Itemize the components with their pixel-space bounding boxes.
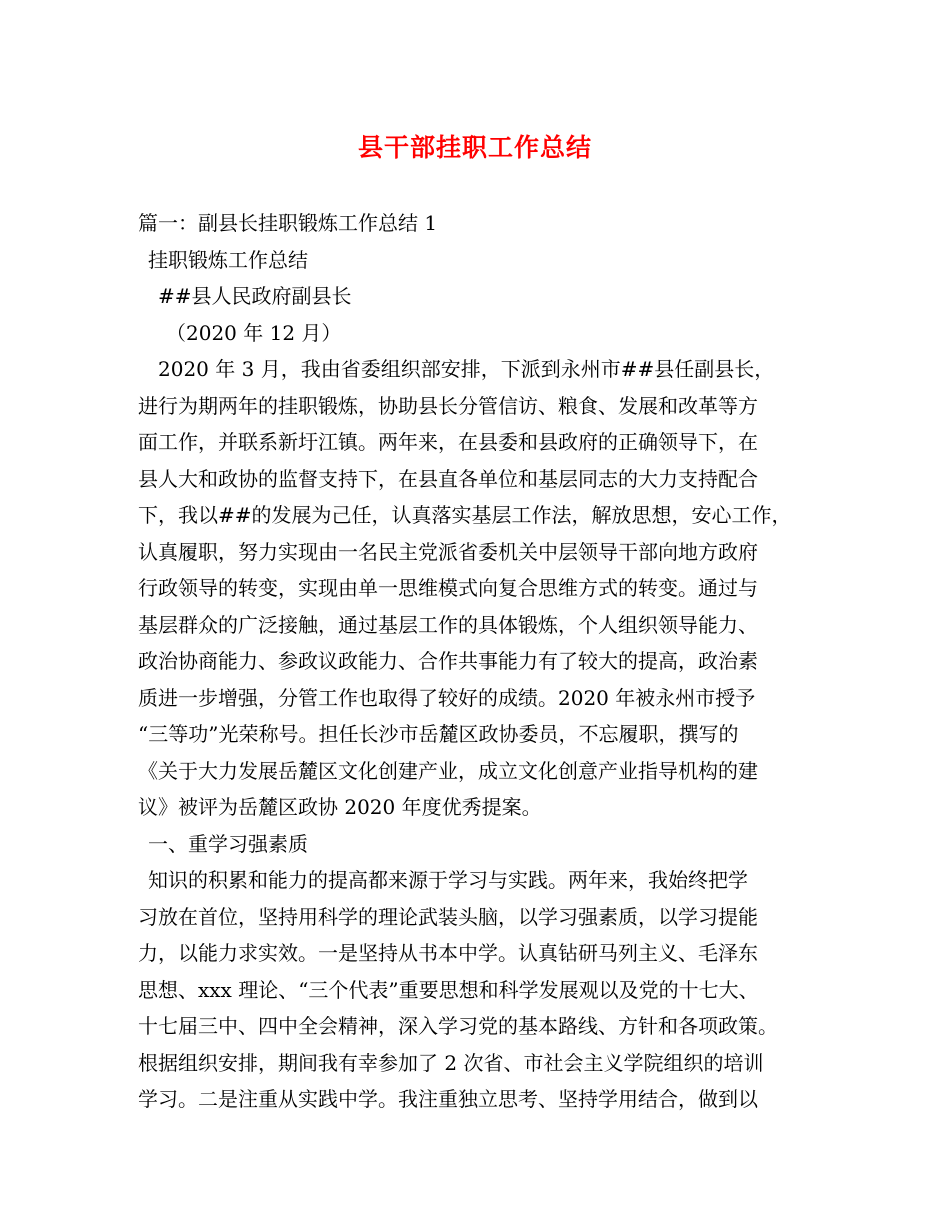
paragraph-line: 知识的积累和能力的提高都来源于学习与实践。两年来，我始终把学 — [148, 868, 748, 892]
paragraph-line: 政治协商能力、参政议政能力、合作共事能力有了较大的提高，政治素 — [138, 649, 758, 673]
paragraph-line: 下，我以##的发展为己任，认真落实基层工作法，解放思想，安心工作， — [138, 503, 792, 527]
paragraph-line: 十七届三中、四中全会精神，深入学习党的基本路线、方针和各项政策。 — [138, 1014, 778, 1038]
subtitle-line: 挂职锻炼工作总结 — [148, 247, 308, 272]
paragraph-line: 议》被评为岳麓区政协 2020 年度优秀提案。 — [138, 795, 542, 819]
paragraph-line: 认真履职，努力实现由一名民主党派省委机关中层领导干部向地方政府 — [138, 539, 758, 564]
paragraph-line: 行政领导的转变，实现由单一思维模式向复合思维方式的转变。通过与 — [138, 576, 758, 600]
paragraph-line: 基层群众的广泛接触，通过基层工作的具体锻炼，个人组织领导能力、 — [138, 612, 758, 637]
section-heading: 篇一：副县长挂职锻炼工作总结 1 — [138, 211, 438, 235]
paragraph-line: 县人大和政协的监督支持下，在县直各单位和基层同志的大力支持配合 — [138, 466, 758, 491]
document-title: 县干部挂职工作总结 — [357, 133, 592, 162]
paragraph-line: 2020 年 3 月，我由省委组织部安排，下派到永州市##县任副县长， — [158, 357, 775, 381]
paragraph-line: 质进一步增强，分管工作也取得了较好的成绩。2020 年被永州市授予 — [138, 685, 756, 710]
paragraph-line: 力，以能力求实效。一是坚持从书本中学。认真钻研马列主义、毛泽东 — [138, 941, 758, 965]
paragraph-line: “三等功”光荣称号。担任长沙市岳麓区政协委员，不忘履职，撰写的 — [138, 722, 739, 746]
document-body — [138, 205, 818, 1118]
date-line: （2020 年 12 月） — [166, 320, 342, 345]
paragraph-line: 面工作，并联系新圩江镇。两年来，在县委和县政府的正确领导下，在 — [138, 430, 758, 454]
section-heading: 一、重学习强素质 — [148, 831, 308, 856]
paragraph-line: 进行为期两年的挂职锻炼，协助县长分管信访、粮食、发展和改革等方 — [138, 393, 758, 418]
paragraph-line: 思想、xxx 理论、“三个代表”重要思想和科学发展观以及党的十七大、 — [138, 977, 759, 1002]
paragraph-line: 《关于大力发展岳麓区文化创建产业，成立文化创意产业指导机构的建 — [138, 758, 758, 783]
paragraph-line: 根据组织安排，期间我有幸参加了 2 次省、市社会主义学院组织的培训 — [138, 1050, 764, 1075]
author-line: ##县人民政府副县长 — [158, 284, 352, 308]
paragraph-line: 学习。二是注重从实践中学。我注重独立思考、坚持学用结合，做到以 — [138, 1087, 758, 1111]
paragraph-line: 习放在首位，坚持用科学的理论武装头脑，以学习强素质，以学习提能 — [138, 904, 758, 929]
